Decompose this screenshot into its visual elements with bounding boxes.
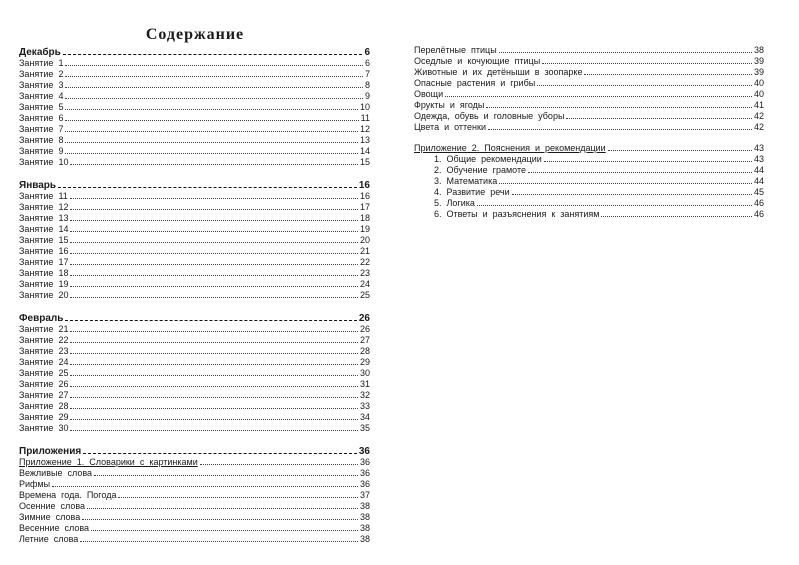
toc-page-number: 33 (359, 401, 370, 411)
leader-line (65, 142, 358, 143)
leader-line (82, 519, 358, 520)
toc-entry-label: Занятие 23 (19, 346, 69, 356)
toc-entry (414, 55, 764, 66)
toc-page-number: 36 (358, 446, 370, 457)
leader-line (499, 183, 752, 184)
toc-page-number: 26 (359, 324, 370, 334)
toc-entry (19, 356, 370, 367)
toc-entry-label: Одежда, обувь и головные уборы (414, 111, 565, 121)
toc-entry (19, 500, 370, 511)
toc-entry-label: Занятие 28 (19, 401, 69, 411)
toc-entry-label: Занятие 16 (19, 246, 69, 256)
leader-line (58, 187, 357, 188)
toc-entry-label: Занятие 25 (19, 368, 69, 378)
toc-entry (19, 57, 370, 68)
toc-entry-label: Животные и их детёныши в зоопарке (414, 67, 583, 77)
toc-entry (19, 278, 370, 289)
toc-page-number: 46 (753, 209, 764, 219)
toc-page-number: 26 (358, 313, 370, 324)
toc-entry-label: Занятие 10 (19, 157, 69, 167)
toc-page-number: 21 (359, 246, 370, 256)
leader-line (65, 87, 363, 88)
leader-line (65, 65, 363, 66)
toc-entry (19, 201, 370, 212)
toc-page-number: 39 (753, 56, 764, 66)
leader-line (63, 54, 363, 55)
toc-entry (19, 101, 370, 112)
toc-page-number: 37 (359, 490, 370, 500)
toc-entry (19, 223, 370, 234)
toc-entry (19, 289, 370, 300)
toc-page-number: 17 (359, 202, 370, 212)
section-gap (19, 433, 370, 443)
toc-entry-label: Занятие 12 (19, 202, 69, 212)
toc-entry-label: Цвета и оттенки (414, 122, 486, 132)
toc-entry-label: Занятие 11 (19, 191, 68, 201)
leader-line (477, 205, 752, 206)
leader-line (65, 109, 358, 110)
toc-entry (19, 112, 370, 123)
toc-entry-label: Занятие 1 (19, 58, 64, 68)
toc-page-number: 45 (753, 187, 764, 197)
toc-entry (414, 197, 764, 208)
toc-entry-label: Занятие 14 (19, 224, 69, 234)
toc-page-number: 38 (359, 534, 370, 544)
leader-line (65, 76, 363, 77)
leader-line (537, 85, 752, 86)
toc-page-number: 36 (359, 479, 370, 489)
leader-line (608, 150, 752, 151)
toc-entry-label: Занятие 30 (19, 423, 69, 433)
toc-page-number: 29 (359, 357, 370, 367)
toc-page-number: 36 (359, 457, 370, 467)
toc-entry-label: Январь (19, 180, 57, 191)
toc-page-number: 46 (753, 198, 764, 208)
toc-entry (414, 208, 764, 219)
toc-entry-label: Занятие 2 (19, 69, 64, 79)
toc-entry (414, 186, 764, 197)
toc-entry (414, 99, 764, 110)
toc-page-number: 16 (359, 191, 370, 201)
toc-entry (19, 190, 370, 201)
toc-page-number: 32 (359, 390, 370, 400)
leader-line (70, 342, 358, 343)
leader-line (70, 419, 358, 420)
toc-page-number: 31 (359, 379, 370, 389)
leader-line (200, 464, 358, 465)
toc-entry-label: Зимние слова (19, 512, 81, 522)
toc-page-number: 43 (753, 154, 764, 164)
toc-page-number: 43 (753, 143, 764, 153)
toc-entry (414, 121, 764, 132)
leader-line (499, 52, 752, 53)
toc-entry-label: Вежливые слова (19, 468, 93, 478)
toc-entry (19, 533, 370, 544)
leader-line (70, 408, 358, 409)
toc-entry-label: Рифмы (19, 479, 51, 489)
toc-entry-label: 4. Развитие речи (434, 187, 510, 197)
toc-page-number: 19 (359, 224, 370, 234)
toc-entry-label: Осенние слова (19, 501, 86, 511)
toc-page-number: 20 (359, 235, 370, 245)
toc-entry-label: 5. Логика (434, 198, 475, 208)
leader-line (70, 275, 358, 276)
toc-page-number: 42 (753, 111, 764, 121)
toc-entry (414, 66, 764, 77)
toc-entry-label: Летние слова (19, 534, 79, 544)
leader-line (70, 297, 358, 298)
toc-entry (414, 142, 764, 153)
toc-page-number: 34 (359, 412, 370, 422)
toc-entry (19, 212, 370, 223)
leader-line (65, 98, 363, 99)
toc-entry (414, 77, 764, 88)
toc-entry-label: Занятие 6 (19, 113, 64, 123)
toc-entry (19, 90, 370, 101)
toc-entry (19, 422, 370, 433)
leader-line (70, 264, 358, 265)
toc-entry-label: Фрукты и ягоды (414, 100, 485, 110)
toc-entry-label: Овощи (414, 89, 444, 99)
toc-page-number: 23 (359, 268, 370, 278)
leader-line (94, 475, 358, 476)
toc-page-number: 38 (359, 501, 370, 511)
toc-entry-label: Приложение 2. Пояснения и рекомендации (414, 143, 606, 153)
toc-entry-label: Приложения (19, 446, 82, 457)
toc-entry (19, 489, 370, 500)
leader-line (584, 74, 752, 75)
leader-line (87, 508, 358, 509)
leader-line (70, 242, 358, 243)
toc-page-number: 28 (359, 346, 370, 356)
leader-line (70, 253, 358, 254)
toc-entry-label: Занятие 9 (19, 146, 64, 156)
section-gap (19, 167, 370, 177)
toc-page-number: 8 (364, 80, 370, 90)
toc-page-number: 18 (359, 213, 370, 223)
toc-entry-label: Занятие 18 (19, 268, 69, 278)
toc-page-number: 7 (364, 69, 370, 79)
toc-page-number: 12 (359, 124, 370, 134)
toc-page-number: 24 (359, 279, 370, 289)
toc-entry (19, 134, 370, 145)
section-gap (19, 300, 370, 310)
leader-line (70, 231, 358, 232)
leader-line (488, 129, 752, 130)
leader-line (70, 364, 358, 365)
toc-page-number: 16 (358, 180, 370, 191)
toc-page-number: 38 (753, 45, 764, 55)
leader-line (70, 375, 358, 376)
toc-page-number: 11 (360, 113, 370, 123)
leader-line (118, 497, 358, 498)
toc-entry (19, 478, 370, 489)
toc-section-heading (19, 310, 370, 323)
toc-entry-label: Занятие 17 (19, 257, 69, 267)
toc-entry (19, 256, 370, 267)
toc-entry-label: Занятие 3 (19, 80, 64, 90)
toc-entry (19, 389, 370, 400)
leader-line (91, 530, 358, 531)
leader-line (70, 164, 358, 165)
toc-page-number: 13 (359, 135, 370, 145)
leader-line (65, 120, 358, 121)
toc-entry (19, 334, 370, 345)
toc-entry (19, 245, 370, 256)
leader-line (70, 386, 358, 387)
leader-line (601, 216, 752, 217)
toc-page-number: 35 (359, 423, 370, 433)
toc-entry (19, 234, 370, 245)
toc-page-number: 27 (359, 335, 370, 345)
toc-entry (19, 411, 370, 422)
toc-entry-label: Занятие 4 (19, 91, 64, 101)
toc-entry-label: Занятие 8 (19, 135, 64, 145)
page-title: Содержание (145, 26, 245, 43)
toc-entry-label: Занятие 7 (19, 124, 64, 134)
toc-page-number: 14 (359, 146, 370, 156)
toc-entry (414, 110, 764, 121)
toc-entry-label: 6. Ответы и разъяснения к занятиям (434, 209, 600, 219)
toc-section-heading (19, 177, 370, 190)
toc-page-number: 44 (753, 165, 764, 175)
toc-entry-label: 2. Обучение грамоте (434, 165, 526, 175)
toc-entry (19, 145, 370, 156)
toc-page-number: 38 (359, 523, 370, 533)
toc-page-number: 22 (359, 257, 370, 267)
leader-line (70, 198, 358, 199)
toc-entry-label: Занятие 13 (19, 213, 69, 223)
leader-line (70, 286, 358, 287)
toc-page-number: 40 (753, 89, 764, 99)
toc-entry (414, 88, 764, 99)
toc-left-column (19, 44, 370, 544)
toc-entry (19, 367, 370, 378)
leader-line (486, 107, 752, 108)
leader-line (65, 320, 356, 321)
leader-line (512, 194, 752, 195)
toc-entry (19, 156, 370, 167)
toc-page-number: 10 (359, 102, 370, 112)
leader-line (80, 541, 358, 542)
toc-entry-label: Приложение 1. Словарики с картинками (19, 457, 198, 467)
toc-page-number: 6 (364, 58, 370, 68)
toc-entry-label: Перелётные птицы (414, 45, 497, 55)
toc-page-number: 25 (359, 290, 370, 300)
toc-entry-label: Занятие 5 (19, 102, 64, 112)
toc-entry-label: Занятие 21 (19, 324, 69, 334)
toc-page-number: 42 (753, 122, 764, 132)
toc-page-number: 36 (359, 468, 370, 478)
toc-entry-label: Занятие 20 (19, 290, 69, 300)
toc-entry (19, 400, 370, 411)
toc-page-number: 40 (753, 78, 764, 88)
toc-entry-label: Занятие 22 (19, 335, 69, 345)
leader-line (65, 131, 358, 132)
toc-entry (19, 467, 370, 478)
toc-entry (19, 511, 370, 522)
section-gap (414, 132, 764, 142)
toc-entry-label: Времена года. Погода (19, 490, 117, 500)
leader-line (70, 220, 358, 221)
toc-entry (414, 164, 764, 175)
toc-entry-label: Оседлые и кочующие птицы (414, 56, 541, 66)
leader-line (70, 331, 358, 332)
toc-page-number: 30 (359, 368, 370, 378)
toc-entry-label: Занятие 24 (19, 357, 69, 367)
toc-entry (19, 79, 370, 90)
leader-line (566, 118, 752, 119)
toc-section-heading (19, 44, 370, 57)
leader-line (542, 63, 752, 64)
leader-line (52, 486, 358, 487)
toc-entry (414, 44, 764, 55)
leader-line (445, 96, 752, 97)
toc-entry (19, 456, 370, 467)
toc-entry (19, 345, 370, 356)
toc-entry-label: Занятие 27 (19, 390, 69, 400)
leader-line (83, 453, 357, 454)
toc-entry-label: Опасные растения и грибы (414, 78, 536, 88)
leader-line (544, 161, 752, 162)
toc-section-heading (19, 443, 370, 456)
toc-page-number: 6 (364, 47, 370, 58)
toc-entry-label: Занятие 15 (19, 235, 69, 245)
toc-entry (19, 267, 370, 278)
toc-entry-label: Занятие 26 (19, 379, 69, 389)
toc-entry (414, 153, 764, 164)
toc-right-column (414, 44, 764, 219)
toc-entry-label: Занятие 29 (19, 412, 69, 422)
toc-entry (414, 175, 764, 186)
toc-entry (19, 323, 370, 334)
toc-page-number: 39 (753, 67, 764, 77)
leader-line (70, 353, 358, 354)
toc-entry-label: 3. Математика (434, 176, 498, 186)
toc-entry-label: Весенние слова (19, 523, 90, 533)
toc-entry (19, 68, 370, 79)
toc-entry-label: Занятие 19 (19, 279, 69, 289)
toc-entry (19, 123, 370, 134)
leader-line (65, 153, 358, 154)
toc-page-number: 9 (364, 91, 370, 101)
leader-line (528, 172, 752, 173)
leader-line (70, 430, 358, 431)
toc-entry (19, 378, 370, 389)
toc-entry-label: 1. Общие рекомендации (434, 154, 542, 164)
toc-page-number: 41 (753, 100, 764, 110)
toc-entry-label: Декабрь (19, 47, 61, 58)
toc-page-number: 44 (753, 176, 764, 186)
leader-line (70, 397, 358, 398)
toc-entry-label: Февраль (19, 313, 64, 324)
toc-entry (19, 522, 370, 533)
toc-page-number: 15 (359, 157, 370, 167)
leader-line (70, 209, 358, 210)
toc-page-number: 38 (359, 512, 370, 522)
